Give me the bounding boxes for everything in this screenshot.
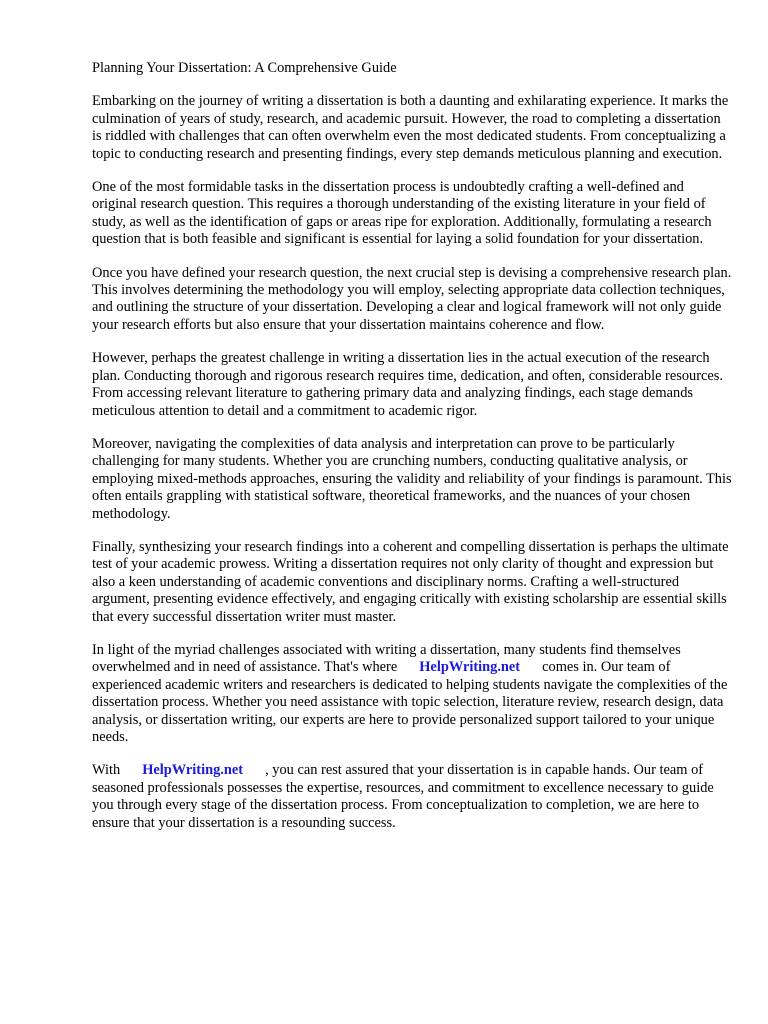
paragraph-synthesis: Finally, synthesizing your research findings into a coherent and compelling dissertation is perhaps the ultimate test of your academic prowess. Writing a dissertation requires not only clarity of thought and expression but also a keen understanding of academic conventions and disciplinary norms. Crafting a well-structured argument, presenting evidence effectively, and engaging critically with existing scholarship are essential skills that every successful dissertation writer must master. [92,538,729,625]
paragraph-data-analysis: Moreover, navigating the complexities of data analysis and interpretation can prove to be particularly challenging for many students. Whether you are crunching numbers, conducting qualitative analysis, or employing mixed-methods approaches, ensuring the validity and reliability of your findings is paramount. This often entails grappling with statistical software, theoretical frameworks, and the nuances of your chosen methodology. [92,435,732,522]
paragraph-research-question: One of the most formidable tasks in the dissertation process is undoubtedly crafting a well-defined and original research question. This requires a thorough understanding of the existing literature in your field of study, as well as the identification of gaps or areas ripe for exploration. Additionally, formulating a research question that is both feasible and significant is essential for laying a solid foundation for your dissertation. [92,179,712,248]
paragraph-assistance-text-after: comes in. Our team of experienced academic writers and researchers is dedicated to helping students navigate the complexities of the dissertation process. Whether you need assistance with topic selection, literature review, research design, data analysis, or dissertation writing, our experts are here to provide personalized support tailored to your unique needs. [92,659,728,745]
paragraph-closing-text-after: , you can rest assured that your dissertation is in capable hands. Our team of seasoned professionals possesses the expertise, resources, and commitment to excellence necessary to guide you through every stage of the dissertation process. From conceptualization to completion, we are here to ensure that your dissertation is a resounding success. [92,762,714,831]
helpwriting-link-closing[interactable]: HelpWriting.net [142,762,244,779]
helpwriting-link[interactable]: HelpWriting.net [419,659,521,676]
paragraph-closing-text-before: With [92,762,121,779]
paragraph-closing [92,762,732,832]
document-page [92,60,732,848]
paragraph-assistance-text-before: In light of the myriad challenges associated with writing a dissertation, many students find themselves overwhelmed and in need of assistance. That's where [92,641,681,676]
paragraph-execution: However, perhaps the greatest challenge in writing a dissertation lies in the actual execution of the research plan. Conducting thorough and rigorous research requires time, dedication, and often, considerable resources. From accessing relevant literature to gathering primary data and analyzing findings, each stage demands meticulous attention to detail and a commitment to academic rigor. [92,350,723,419]
paragraph-intro: Embarking on the journey of writing a dissertation is both a daunting and exhilarating experience. It marks the culmination of years of study, research, and academic pursuit. However, the road to completing a dissertation is riddled with challenges that can often overwhelm even the most dedicated students. From conceptualizing a topic to conducting research and presenting findings, every step demands meticulous planning and execution. [92,93,729,162]
paragraph-assistance [92,642,732,746]
paragraph-research-plan: Once you have defined your research question, the next crucial step is devising a comprehensive research plan. This involves determining the methodology you will employ, selecting appropriate data collection techniques, and outlining the structure of your dissertation. Developing a clear and logical framework will not only guide your research efforts but also ensure that your dissertation maintains coherence and flow. [92,264,732,333]
document-title: Planning Your Dissertation: A Comprehensive Guide [92,60,397,76]
